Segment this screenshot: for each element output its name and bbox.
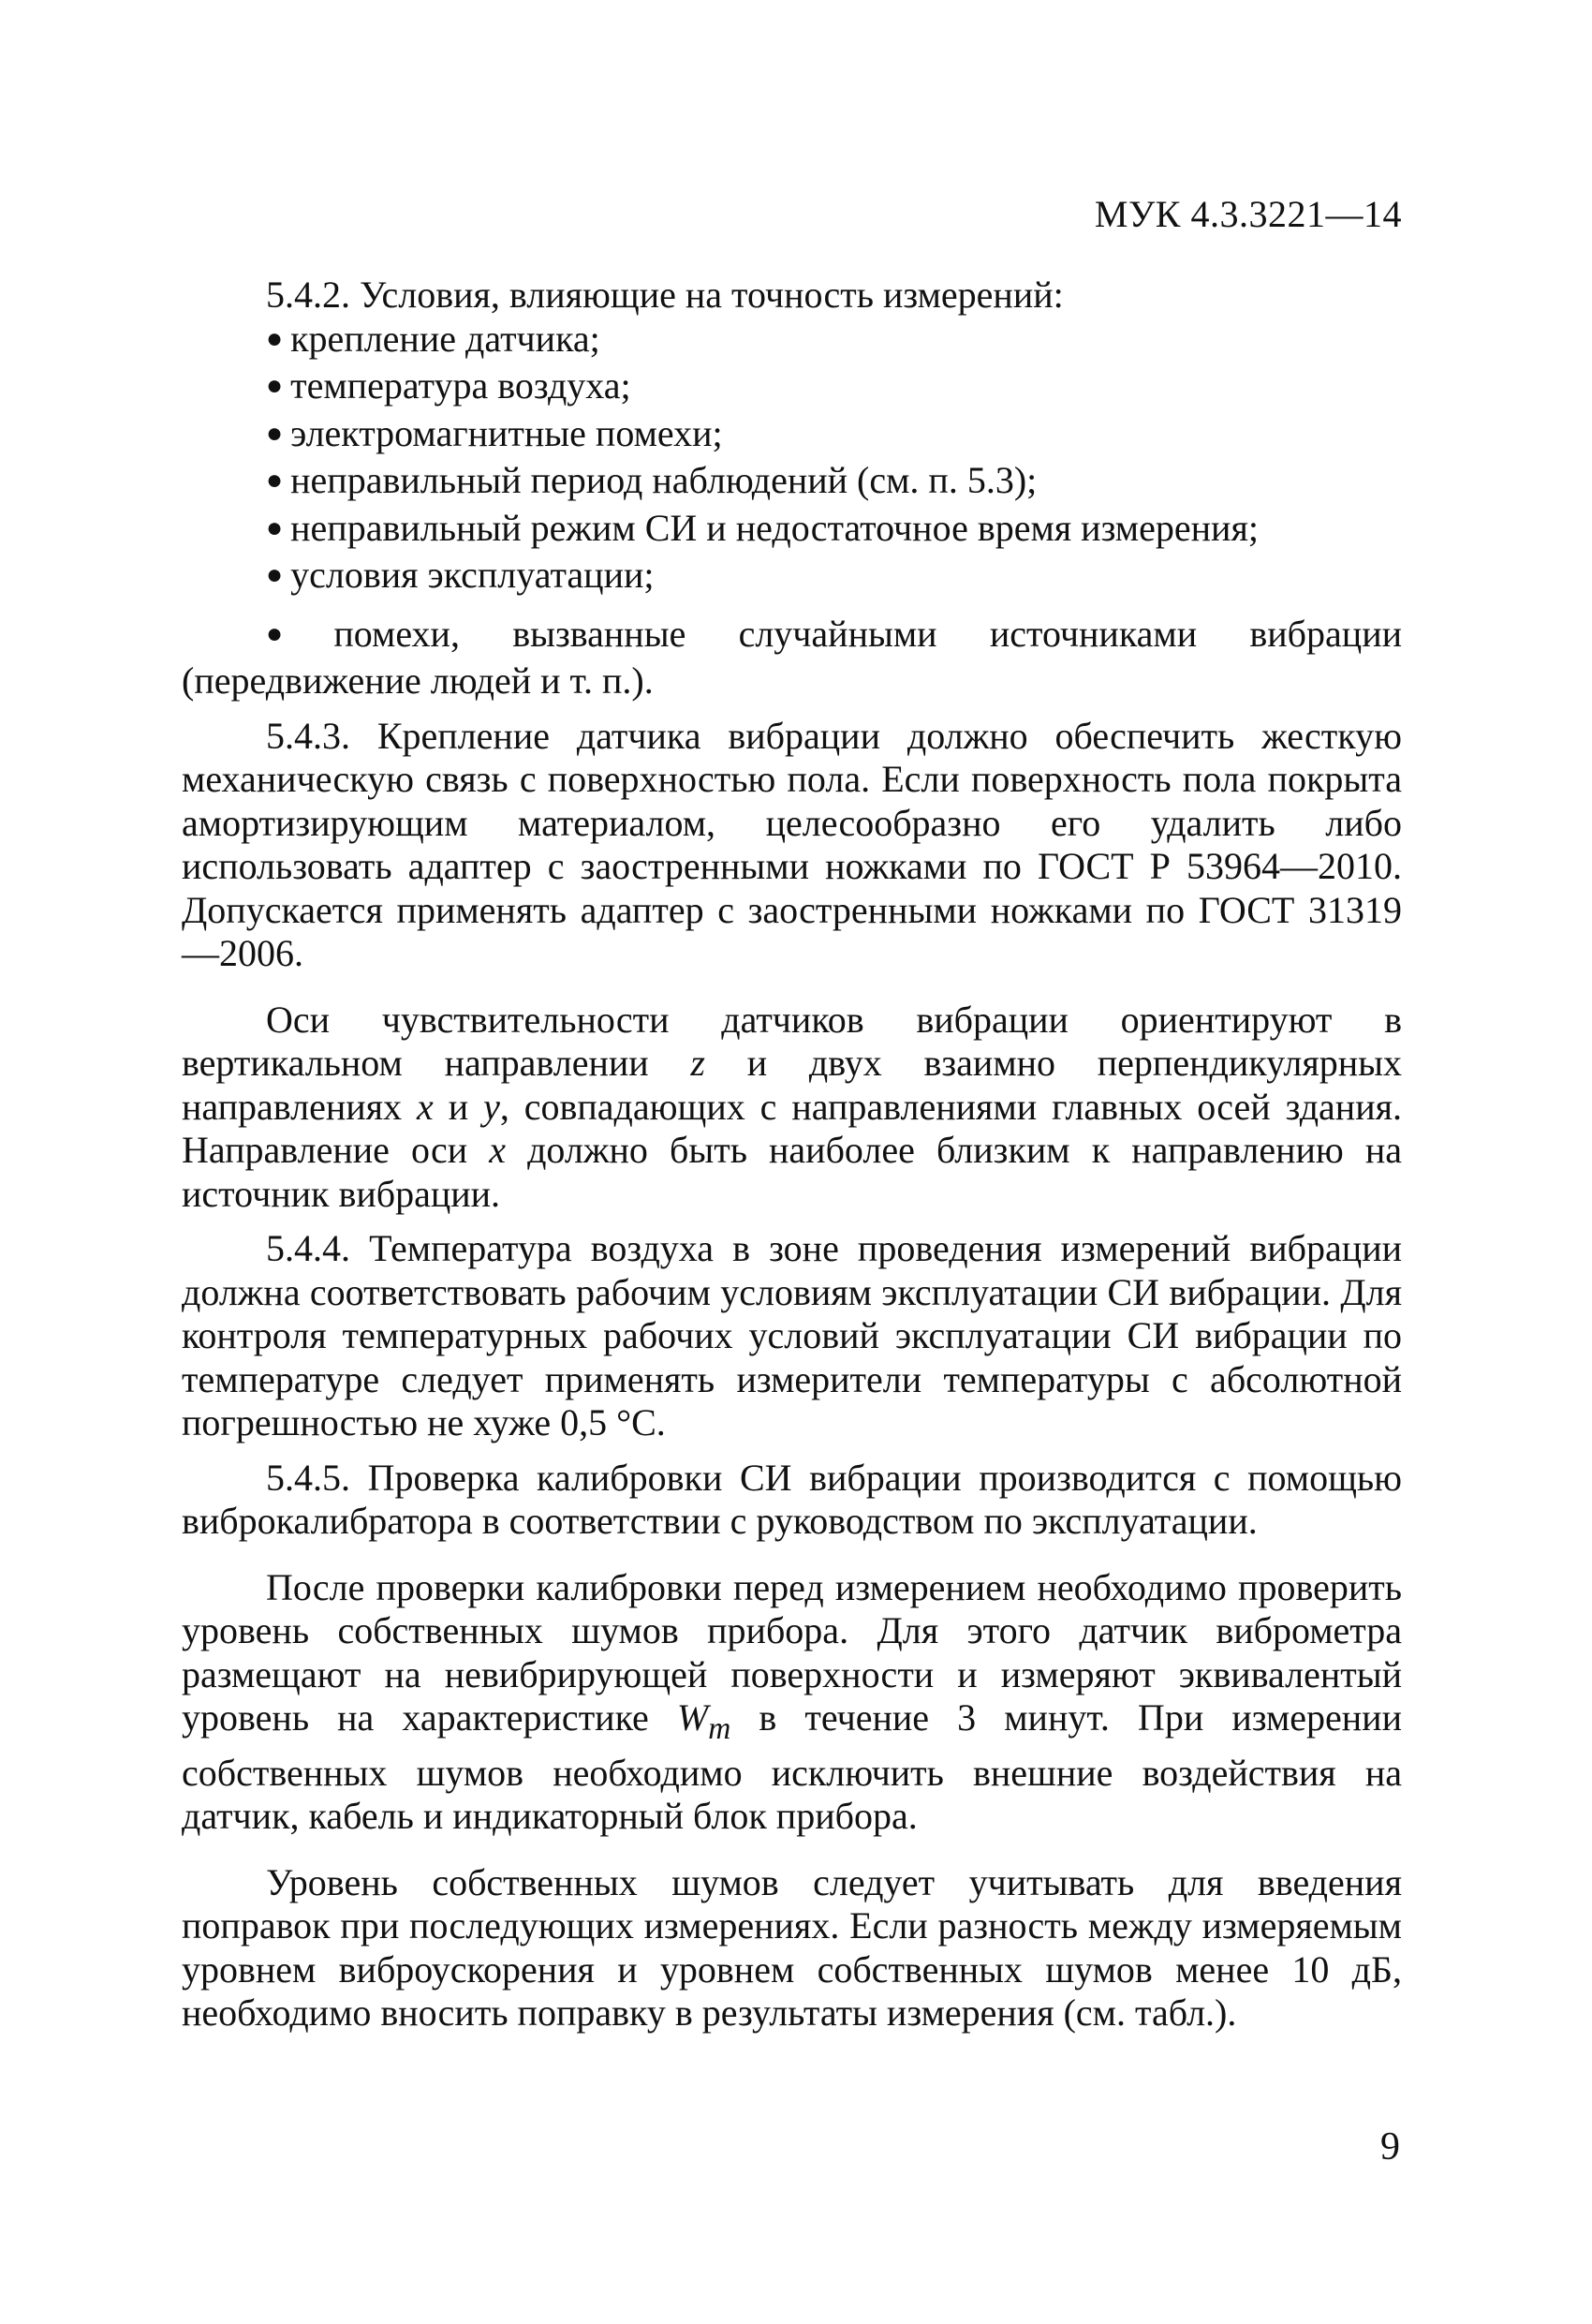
noise-correction-paragraph: Уровень собственных шумов следует учитывать для введения поправок при последующих измерениях. Если разность между измеряемым уровнем виброускорения и уровнем собственных шумов менее 10 дБ, необходимо вносить поправку в результаты измерения (см. табл.). [182, 1860, 1402, 2034]
axis-z: z [690, 1042, 705, 1084]
bullet-icon: ● [266, 465, 284, 496]
axis-x: x [489, 1129, 506, 1171]
sensor-axes-paragraph: Оси чувствительности датчиков вибрации ориентируют в вертикальном направлении z и двух взаимно перпендикулярных направлениях x и y, совпадающих с направлениями главных осей здания. Направление оси x должно быть наиболее близким к направлению на источник вибрации. [182, 998, 1403, 1215]
list-item: ● помехи, вызванные случайными источниками вибрации (передвижение людей и т. п.). [182, 612, 1402, 702]
axis-x: x [417, 1085, 434, 1128]
bullet-icon: ● [266, 370, 284, 401]
section-5-4-3-paragraph: 5.4.3. Крепление датчика вибрации должно обеспечить жесткую механическую связь с поверхностью пола. Если поверхность пола покрыта амортизирующим материалом, целесообразно его удалить либо использовать адаптер с заостренными ножками по ГОСТ Р 53964—2010. Допускается применять адаптер с заостренными ножками по ГОСТ 31319—2006. [182, 714, 1402, 974]
bullet-icon: ● [266, 617, 327, 649]
list-item: ● условия эксплуатации; [266, 554, 655, 596]
section-5-4-2-heading: 5.4.2. Условия, влияющие на точность измерений: [266, 274, 1064, 316]
page-number: 9 [1380, 2125, 1400, 2169]
list-item: ● крепление датчика; [266, 317, 600, 360]
list-item: ● неправильный режим СИ и недостаточное время измерения; [266, 506, 1259, 549]
bullet-icon: ● [266, 322, 284, 354]
list-item: ● температура воздуха; [266, 364, 631, 407]
document-code: МУК 4.3.3221—14 [1094, 193, 1402, 235]
weighting-symbol: W [676, 1696, 709, 1739]
list-item: ● неправильный период наблюдений (см. п. 5.3); [266, 459, 1038, 501]
bullet-icon: ● [266, 559, 284, 590]
axis-y: y [483, 1085, 500, 1128]
weighting-subscript: m [708, 1711, 731, 1746]
page-body [182, 274, 1402, 2035]
bullet-icon: ● [266, 511, 284, 543]
section-5-4-4-paragraph: 5.4.4. Температура воздуха в зоне проведения измерений вибрации должна соответствовать рабочим условиям эксплуатации СИ вибрации. Для контроля температурных рабочих условий эксплуатации СИ вибрации по температуре следует применять измерители температуры с абсолютной погрешностью не хуже 0,5 °С. [182, 1227, 1402, 1443]
list-item: ● электромагнитные помехи; [266, 411, 723, 454]
noise-check-paragraph: После проверки калибровки перед измерением необходимо проверить уровень собственных шумов прибора. Для этого датчик виброметра размещают на невибрирующей поверхности и измеряют эквивалентый уровень на характеристике $W_m$ в течение 3 минут. При измерении собственных шумов необходимо исключить внешние воздействия на датчик, кабель и индикаторный блок прибора. [182, 1565, 1402, 1837]
bullet-icon: ● [266, 417, 284, 449]
section-5-4-5-paragraph: 5.4.5. Проверка калибровки СИ вибрации производится с помощью виброкалибратора в соответствии с руководством по эксплуатации. [182, 1456, 1402, 1542]
